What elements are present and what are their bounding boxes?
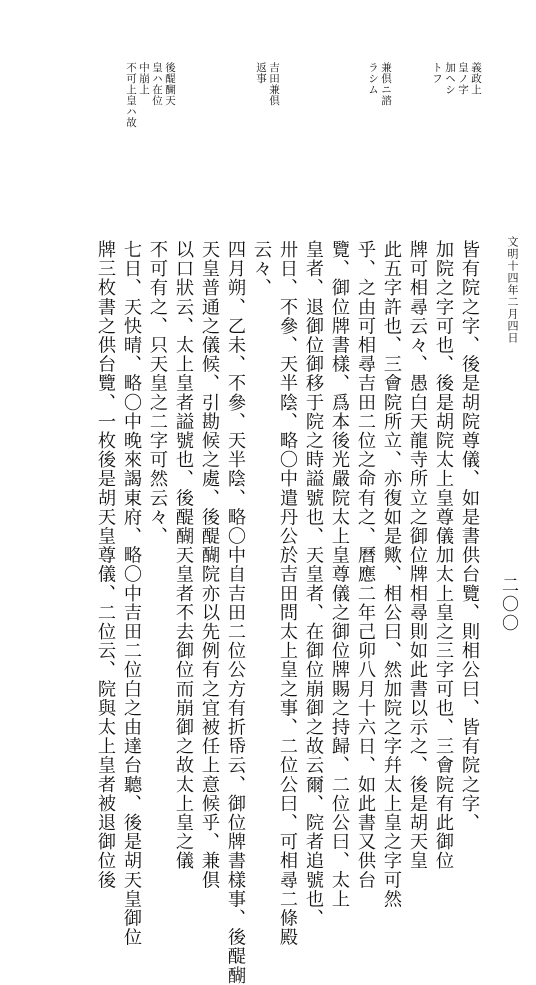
margin-note-line: 返事 — [255, 62, 267, 84]
body-column: 乎、之由可相尋吉田二位之命有之、曆應二年己卯八月十六日、如此書又供台 — [355, 240, 376, 890]
margin-note-line: 中崩上 — [138, 62, 150, 95]
body-column: 不可有之、只天皇之二字可然云々、 — [147, 240, 168, 546]
margin-note-line: 義政上 — [470, 62, 482, 95]
body-column: 四月朔、乙未、不參、天半陰、略〇中自吉田二位公方有折帋云、御位牌書樣事、後醍醐 — [225, 240, 246, 985]
body-column: 七日、天快晴、略〇中晚來謁東府、略〇中吉田二位白之由達台聽、後是胡天皇御位 — [121, 240, 142, 947]
running-head: 文明十四年二月四日 — [506, 236, 519, 344]
margin-note-line: 兼倶ニ諮 — [380, 62, 392, 106]
body-column: 覽、御位牌書樣、爲本後光嚴院太上皇尊儀之御位牌賜之持歸、二位公曰、太上 — [329, 240, 350, 909]
body-column: 以口狀云、太上皇者謚號也、後醍醐天皇者不去御位而崩御之故太上皇之儀 — [173, 240, 194, 871]
body-column: 牌三枚書之供台覽、一枚後是胡天皇尊儀、二位云、院與太上皇者被退御位後 — [95, 240, 116, 890]
body-column: 皆有院之字、後是胡院尊儀、如是書供台覽、則相公曰、皆有院之字、 — [459, 240, 480, 833]
margin-note-line: 吉田兼倶 — [268, 62, 280, 106]
margin-note-line: トフ — [431, 62, 443, 84]
body-column: 此五字許也、三會院所立、亦復如是歟、相公曰、然加院之字幷太上皇之字可然 — [381, 240, 402, 909]
margin-note-line: 皇ノ字 — [457, 62, 469, 95]
margin-note-line: 皇ハ在位 — [151, 62, 163, 106]
body-column: 卅日、不參、天半陰、略〇中遣丹公於吉田問太上皇之事、二位公曰、可相尋二條殿 — [277, 240, 298, 947]
margin-note-line: 加ヘシ — [444, 62, 456, 95]
body-column: 天皇普通之儀候、引勘候之處、後醍醐院亦以先例有之宜被任上意候乎、兼倶 — [199, 240, 220, 890]
body-column: 皇者、退御位御移于院之時謚號也、天皇者、在御位崩御之故云爾、院者追號也、 — [303, 240, 324, 928]
margin-note-line: 後醍醐天 — [164, 62, 176, 106]
margin-note-line: ラシム — [367, 62, 379, 95]
body-column: 牌可相尋云々、愚白天龍寺所立之御位牌相尋則如此書以示之、後是胡天皇 — [407, 240, 428, 871]
margin-notes — [112, 62, 484, 132]
body-column: 云々、 — [251, 240, 272, 298]
margin-note-line: 不可上皇ハ故 — [125, 62, 137, 128]
page-number: 二〇〇 — [498, 576, 518, 633]
body-column: 加院之字可也、後是胡院太上皇尊儀加太上皇之三字可也、三會院有此御位 — [433, 240, 454, 871]
